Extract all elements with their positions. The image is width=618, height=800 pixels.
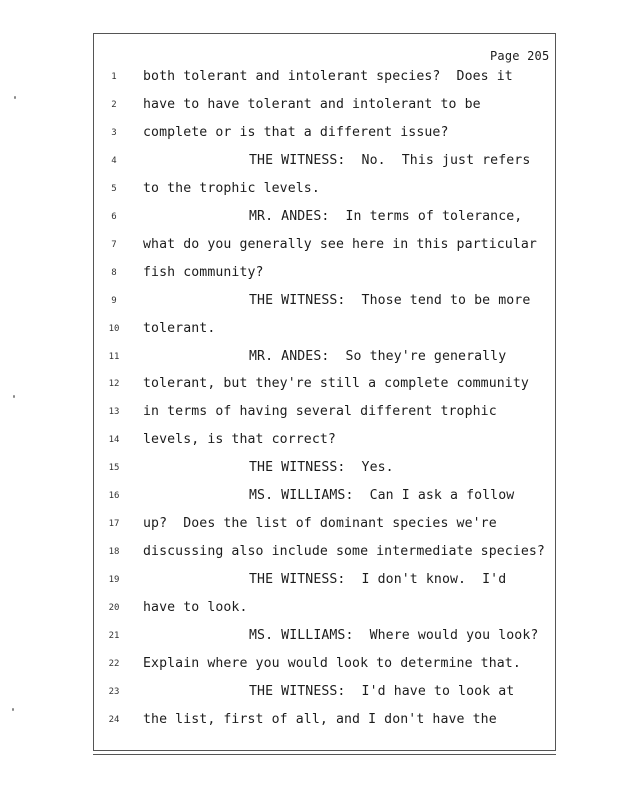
speaker-line: THE WITNESS: Those tend to be more xyxy=(249,292,531,308)
line-number: 18 xyxy=(108,547,120,558)
line-number: 19 xyxy=(108,575,120,586)
transcript-line: tolerant, but they're still a complete community xyxy=(143,376,529,392)
transcript-line: complete or is that a different issue? xyxy=(143,124,449,140)
transcript-line: have to have tolerant and intolerant to be xyxy=(143,96,481,112)
speaker-line: MS. WILLIAMS: Can I ask a follow xyxy=(249,488,515,504)
line-number: 9 xyxy=(111,295,117,306)
line-number: 12 xyxy=(108,379,120,390)
line-number: 14 xyxy=(108,435,120,446)
scan-speck xyxy=(12,708,14,711)
scan-speck xyxy=(14,96,16,99)
transcript-line: discussing also include some intermediate species? xyxy=(143,544,545,560)
line-number: 7 xyxy=(111,239,117,250)
line-number: 17 xyxy=(108,519,120,530)
transcript-line: have to look. xyxy=(143,600,248,616)
transcript-line: both tolerant and intolerant species? Does it xyxy=(143,69,513,84)
speaker-line: THE WITNESS: Yes. xyxy=(249,460,394,476)
line-number: 21 xyxy=(108,631,120,641)
transcript-line: up? Does the list of dominant species we're xyxy=(143,516,497,532)
line-number: 8 xyxy=(111,267,117,278)
line-number: 6 xyxy=(111,211,117,222)
transcript-line: levels, is that correct? xyxy=(143,432,336,448)
line-number: 4 xyxy=(111,155,117,166)
speaker-line: MS. WILLIAMS: Where would you look? xyxy=(249,628,539,643)
transcript-line: to the trophic levels. xyxy=(143,180,320,196)
line-number: 2 xyxy=(111,99,117,110)
line-number: 1 xyxy=(111,72,117,82)
line-number: 23 xyxy=(108,686,120,697)
transcript-line: tolerant. xyxy=(143,320,216,336)
line-number: 10 xyxy=(108,323,120,334)
transcript-page-frame xyxy=(93,33,556,751)
transcript-line: what do you generally see here in this particular xyxy=(143,236,537,252)
speaker-line: THE WITNESS: No. This just refers xyxy=(249,152,531,168)
line-number: 3 xyxy=(111,127,117,138)
speaker-line: THE WITNESS: I'd have to look at xyxy=(249,683,515,699)
transcript-line: the list, first of all, and I don't have the xyxy=(143,711,497,727)
line-number: 15 xyxy=(108,463,120,474)
line-number: 16 xyxy=(108,491,120,502)
line-number: 22 xyxy=(108,658,120,669)
transcript-line: in terms of having several different trophic xyxy=(143,404,497,420)
line-number: 13 xyxy=(108,407,120,418)
line-number: 11 xyxy=(108,351,120,362)
scan-speck xyxy=(13,395,15,398)
speaker-line: MR. ANDES: In terms of tolerance, xyxy=(249,208,523,224)
transcript-line: Explain where you would look to determine that. xyxy=(143,655,521,671)
line-number: 20 xyxy=(108,603,120,614)
page-bottom-rule xyxy=(93,750,556,755)
transcript-line: fish community? xyxy=(143,264,264,280)
page-number: Page 205 xyxy=(490,49,550,63)
line-number: 5 xyxy=(111,183,117,194)
speaker-line: THE WITNESS: I don't know. I'd xyxy=(249,572,507,588)
line-number: 24 xyxy=(108,714,120,725)
speaker-line: MR. ANDES: So they're generally xyxy=(249,348,507,364)
